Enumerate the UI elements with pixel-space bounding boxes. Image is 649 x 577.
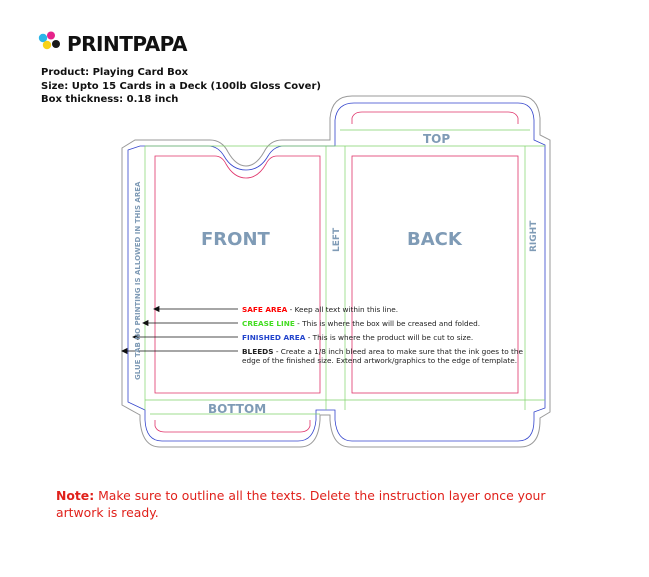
legend-safe-label: SAFE AREA (242, 305, 288, 314)
cut-outline (128, 103, 545, 441)
legend-finished-area (242, 333, 473, 342)
legend-finished-label: FINISHED AREA (242, 333, 306, 342)
legend-safe-text: - Keep all text within this line. (287, 305, 399, 314)
legend-safe-area (242, 305, 398, 314)
panel-label-bottom: BOTTOM (208, 402, 267, 416)
arrow-bleed-head (122, 349, 127, 354)
panel-label-right: RIGHT (529, 220, 539, 252)
legend-crease-label: CREASE LINE (242, 319, 295, 328)
spec-product: Product: Playing Card Box (41, 67, 189, 78)
spec-thickness: Box thickness: 0.18 inch (41, 94, 179, 105)
legend-finished-text: - This is where the product will be cut to size. (305, 333, 474, 342)
bleed-outline (122, 96, 550, 447)
panel-label-left: LEFT (332, 227, 342, 252)
legend-bleeds (242, 347, 523, 365)
note-label: Note: (56, 488, 95, 503)
legend-bleeds-label: BLEEDS (242, 347, 274, 356)
crease-lines (145, 130, 545, 414)
legend-bleeds-text-1: - Create a 1/8 inch bleed area to make sure that the ink goes to the (273, 347, 524, 356)
safe-area-top-flap (352, 112, 518, 124)
arrow-crease-head (143, 321, 148, 326)
brand-name: PRINTPAPA (67, 32, 187, 56)
panel-label-back: BACK (407, 229, 462, 250)
glue-tab-label: GLUE TAB NO PRINTING IS ALLOWED IN THIS AREA (134, 181, 142, 380)
legend-crease-line (242, 319, 480, 328)
panel-label-front: FRONT (201, 229, 270, 250)
spec-size: Size: Upto 15 Cards in a Deck (100lb Gloss Cover) (41, 80, 321, 92)
legend-bleeds-text-2: edge of the finished size. Extend artwork/graphics to the edge of template. (242, 356, 518, 365)
panel-label-top: TOP (423, 132, 451, 146)
legend-crease-text: - This is where the box will be creased and folded. (294, 319, 481, 328)
note-text: Make sure to outline all the texts. Delete the instruction layer once your artwork is ready. (56, 488, 546, 520)
safe-area-bottom-flap (155, 420, 310, 432)
instruction-note (56, 487, 596, 521)
